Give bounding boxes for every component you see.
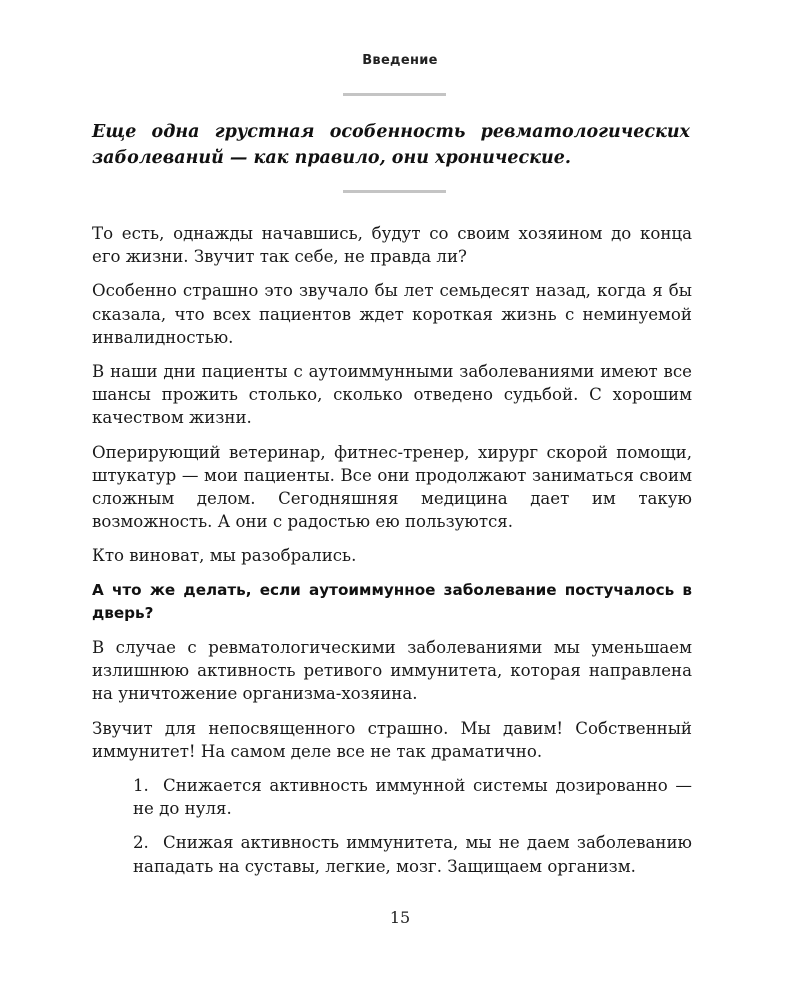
paragraph: Оперирующий ветеринар, фитнес-тренер, хирург скорой помощи, штукатур — мои пациенты. Все они продолжают заниматься своим сложным делом. Сегодняшняя медицина дает им такую возможность. А они с радостью ею пользуются. xyxy=(92,442,692,532)
list-item-number: 1. xyxy=(133,776,149,796)
page-number: 15 xyxy=(389,908,411,927)
list-item-number: 2. xyxy=(133,833,149,853)
list-item-text: Снижая активность иммунитета, мы не даем заболеванию нападать на суставы, легкие, мозг. Защищаем организм. xyxy=(133,833,692,876)
numbered-list xyxy=(92,774,692,878)
paragraph: Звучит для непосвященного страшно. Мы давим! Собственный иммунитет! На самом деле все не так драматично. xyxy=(92,718,692,761)
body-text xyxy=(92,222,692,889)
running-header: Введение xyxy=(362,53,438,68)
list-item-text: Снижается активность иммунной системы дозированно — не до нуля. xyxy=(133,776,692,819)
subheading: А что же делать, если аутоиммунное заболевание постучалось в дверь? xyxy=(92,580,692,622)
paragraph: Кто виноват, мы разобрались. xyxy=(92,546,357,566)
list-item xyxy=(133,774,692,820)
epigraph: Еще одна грустная особенность ревматологических заболеваний — как правило, они хронические. xyxy=(92,122,690,168)
paragraph: В наши дни пациенты с аутоиммунными заболеваниями имеют все шансы прожить столько, сколько отведено судьбой. С хорошим качеством жизни. xyxy=(92,362,692,428)
paragraph: Особенно страшно это звучало бы лет семьдесят назад, когда я бы сказала, что всех пациентов ждет короткая жизнь с неминуемой инвалидностью. xyxy=(92,281,692,347)
paragraph: То есть, однажды начавшись, будут со своим хозяином до конца его жизни. Звучит так себе, не правда ли? xyxy=(92,224,692,267)
divider-bottom xyxy=(343,190,446,193)
paragraph: В случае с ревматологическими заболеваниями мы уменьшаем излишнюю активность ретивого иммунитета, которая направлена на уничтожение организма-хозяина. xyxy=(92,638,692,704)
divider-top xyxy=(343,93,446,96)
list-item xyxy=(133,831,692,877)
